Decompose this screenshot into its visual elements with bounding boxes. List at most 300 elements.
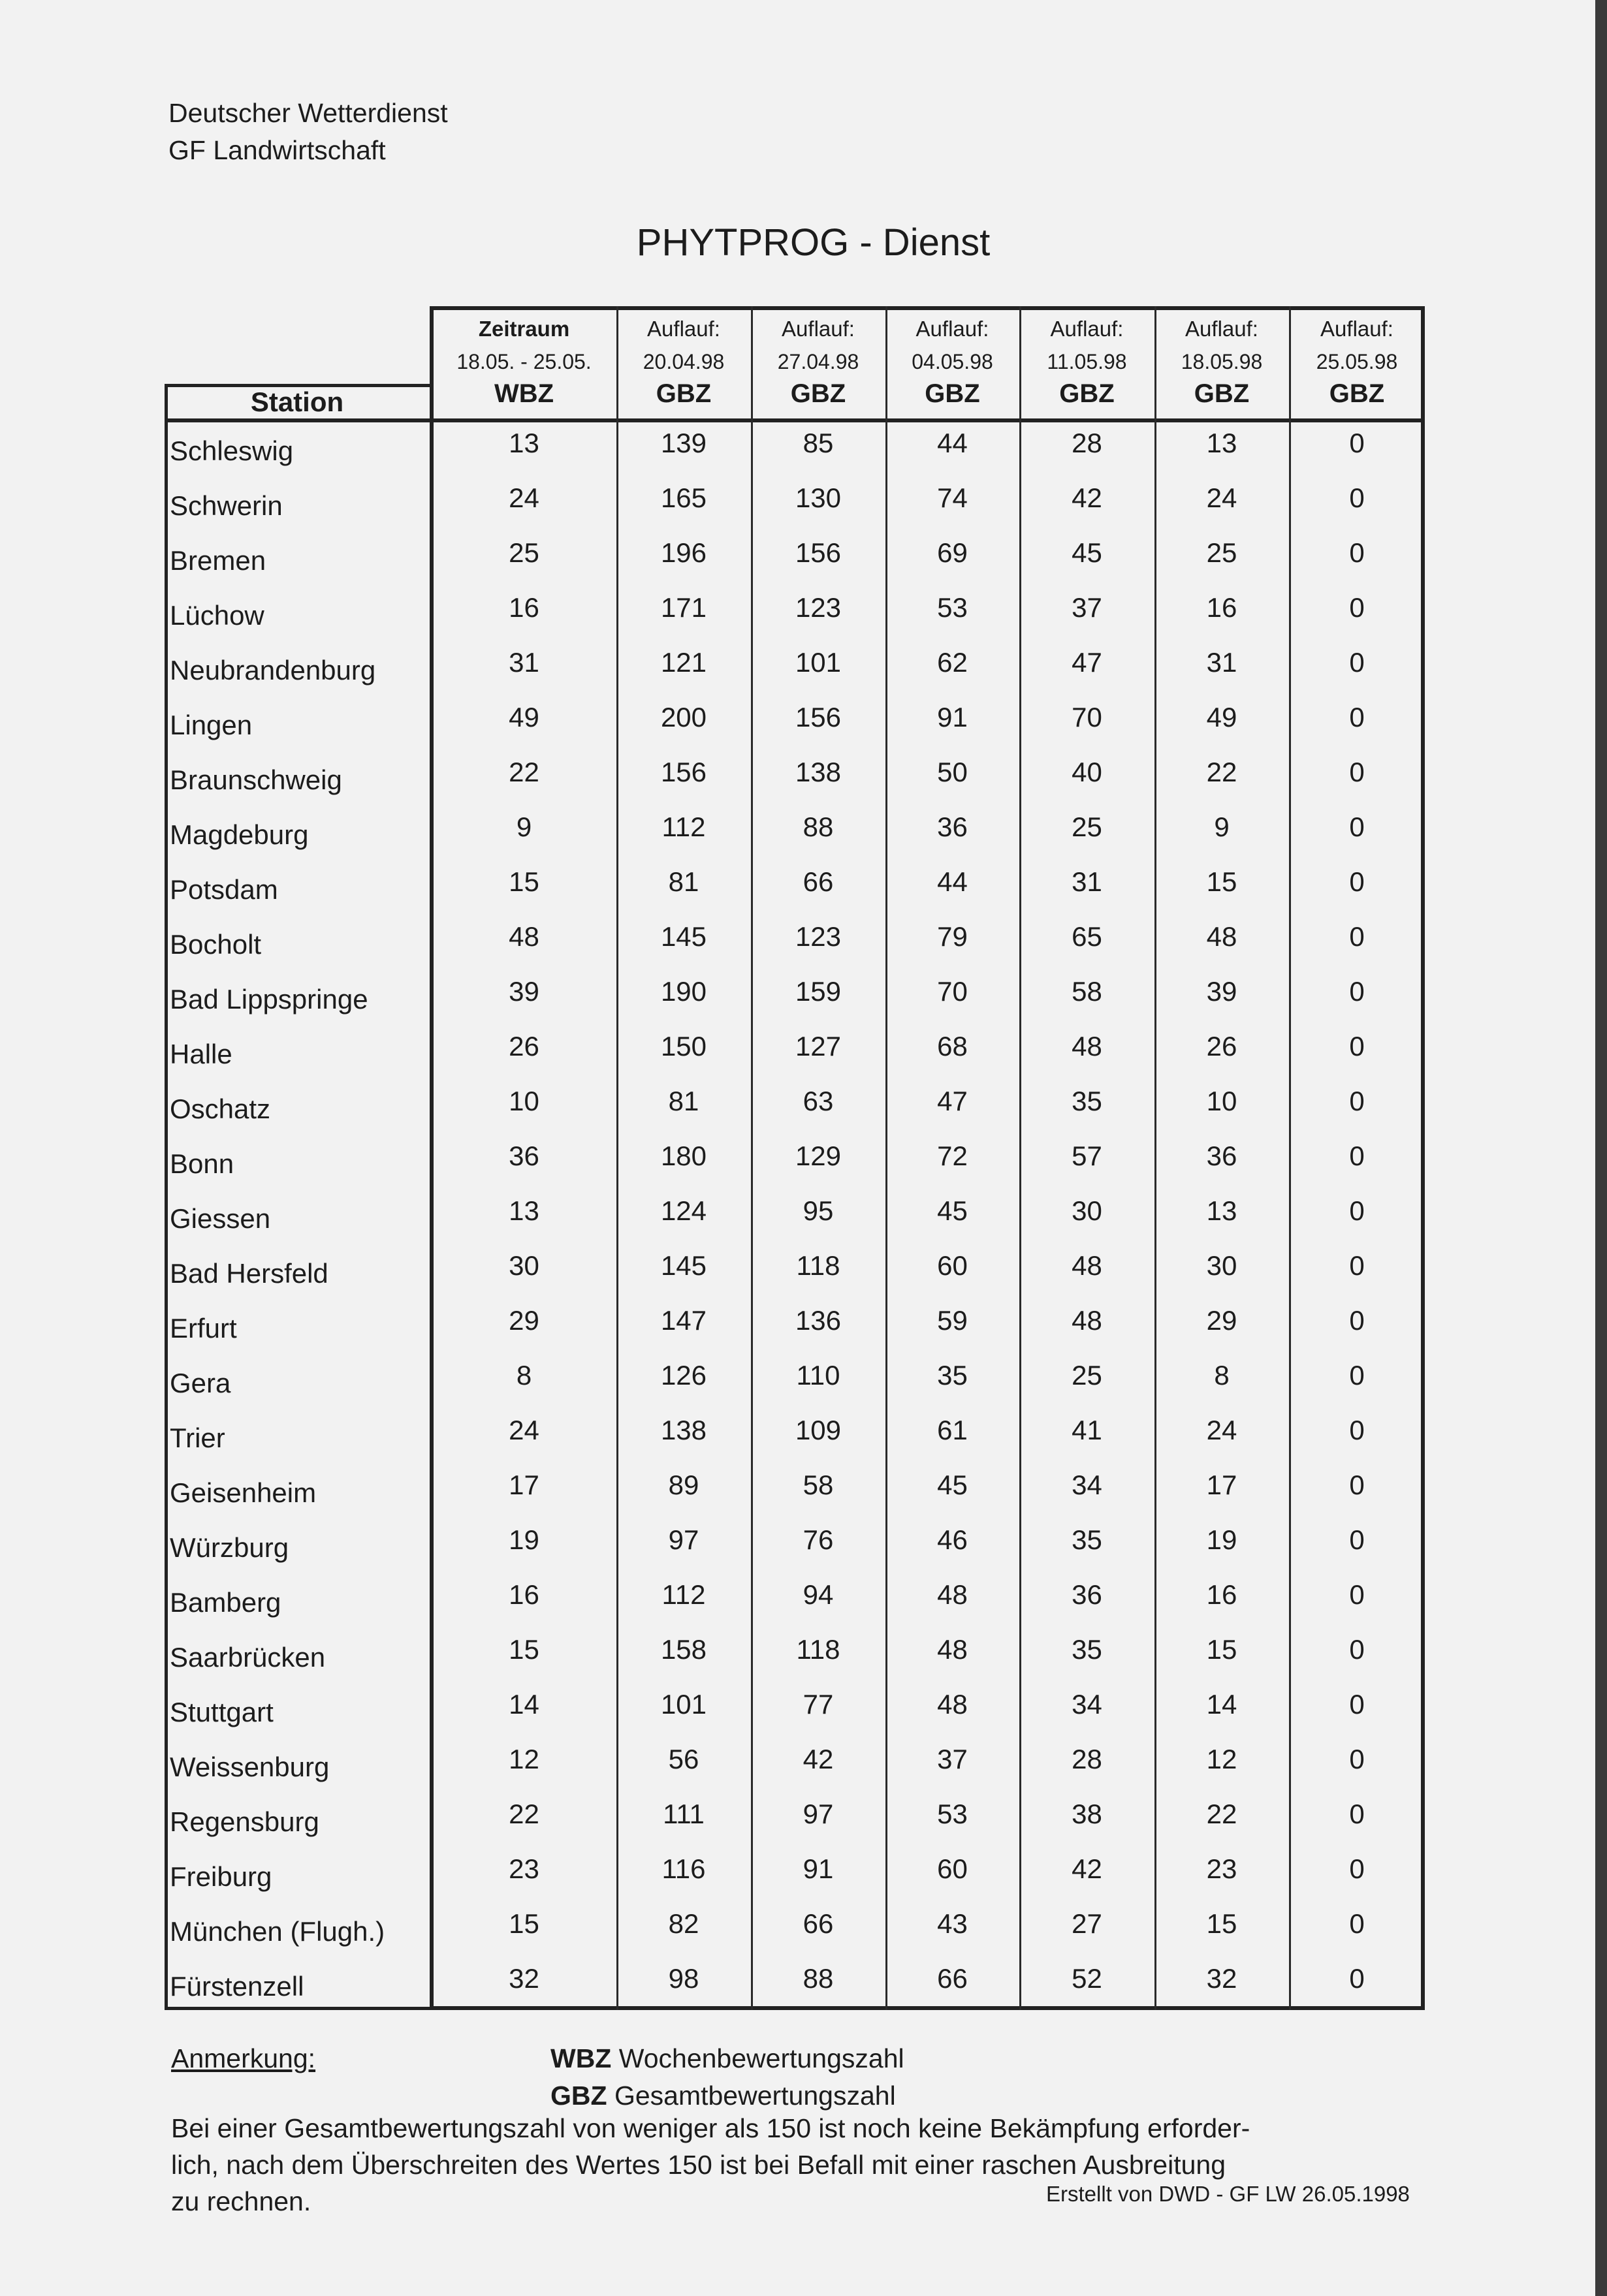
table-cell: 15 [1206,1634,1237,1665]
table-cell: 0 [1349,1963,1365,1994]
column-header-line: 04.05.98 [912,350,993,373]
station-name: Regensburg [170,1806,319,1837]
table-cell: 145 [660,921,707,952]
table-row [165,1740,1425,1795]
column-header-line: GBZ [1194,379,1250,408]
station-name: Erfurt [170,1313,237,1344]
table-cell: 24 [509,1415,539,1445]
table-cell: 13 [509,1195,539,1226]
table-cell: 24 [509,482,539,513]
station-name: Gera [170,1368,231,1398]
table-cell: 52 [1072,1963,1102,1994]
table-cell: 0 [1349,1689,1365,1720]
table-cell: 58 [1072,976,1102,1007]
table-cell: 0 [1349,1744,1365,1774]
column-header [616,308,751,419]
table-cell: 190 [660,976,707,1007]
table-cell: 9 [1214,811,1230,842]
table-cell: 27 [1072,1908,1102,1939]
table-cell: 14 [509,1689,539,1720]
station-name: Magdeburg [170,819,309,850]
table-row [165,699,1425,753]
station-name: Stuttgart [170,1697,274,1727]
table-cell: 48 [509,921,539,952]
table-cell: 69 [937,537,968,568]
table-cell: 101 [660,1689,707,1720]
table-row [165,863,1425,918]
column-header-line: 18.05. - 25.05. [456,350,592,373]
column-header [1154,308,1289,419]
station-column-header: Station [250,386,344,417]
table-cell: 0 [1349,647,1365,678]
table-cell: 123 [795,592,842,623]
table-cell: 165 [660,482,707,513]
table-row [165,1521,1425,1576]
table-cell: 41 [1072,1415,1102,1445]
table-cell: 97 [668,1524,699,1555]
table-cell: 123 [795,921,842,952]
table-cell: 139 [660,428,707,458]
station-name: Saarbrücken [170,1642,326,1673]
table-cell: 28 [1072,1744,1102,1774]
table-cell: 196 [660,537,707,568]
table-cell: 45 [1072,537,1102,568]
column-header-line: Zeitraum [478,317,570,341]
table-cell: 23 [1206,1853,1237,1884]
table-row [165,1576,1425,1631]
table-cell: 48 [1072,1305,1102,1336]
table-cell: 32 [509,1963,539,1994]
table-cell: 72 [937,1140,968,1171]
table-cell: 82 [668,1908,699,1939]
table-cell: 49 [509,702,539,732]
table-cell: 0 [1349,976,1365,1007]
table-row [165,1192,1425,1247]
station-name: Weissenburg [170,1752,330,1782]
table-cell: 13 [1206,428,1237,458]
table-cell: 22 [509,757,539,787]
table-cell: 0 [1349,1415,1365,1445]
column-header-line: Auflauf: [1320,317,1393,341]
table-cell: 31 [509,647,539,678]
table-cell: 138 [660,1415,707,1445]
table-cell: 112 [661,811,706,842]
table-row [165,479,1425,534]
table-cell: 130 [795,482,842,513]
table-cell: 8 [1214,1360,1230,1391]
station-name: Schwerin [170,490,283,521]
table-cell: 156 [660,757,707,787]
org-name: Deutscher Wetterdienst [168,98,448,128]
table-cell: 147 [660,1305,707,1336]
table-cell: 8 [516,1360,532,1391]
table-cell: 24 [1206,1415,1237,1445]
table-cell: 42 [1072,482,1102,513]
table-cell: 59 [937,1305,968,1336]
column-header-line: GBZ [925,379,980,408]
column-header-line: GBZ [790,379,846,408]
table-cell: 30 [1206,1250,1237,1281]
table-cell: 16 [509,1579,539,1610]
table-cell: 48 [1072,1250,1102,1281]
legend-text: Wochenbewertungszahl [618,2043,904,2073]
page-edge [1595,0,1607,2296]
table-row [165,808,1425,863]
table-cell: 34 [1072,1470,1102,1500]
table-cell: 94 [803,1579,834,1610]
table-cell: 81 [668,866,699,897]
notes-line: Bei einer Gesamtbewertungszahl von weniger als 150 ist noch keine Bekämpfung erforder- [171,2113,1250,2143]
table-row [165,1795,1425,1850]
station-name: Oschatz [170,1093,271,1124]
table-cell: 22 [509,1799,539,1829]
table-cell: 16 [1206,592,1237,623]
table-cell: 15 [509,866,539,897]
station-name: Bremen [170,545,266,576]
table-cell: 43 [937,1908,968,1939]
table-row [165,1960,1425,2015]
table-cell: 66 [803,1908,834,1939]
table-cell: 29 [1206,1305,1237,1336]
table-cell: 48 [1206,921,1237,952]
table-cell: 159 [795,976,842,1007]
table-cell: 156 [795,537,842,568]
table-cell: 15 [509,1908,539,1939]
table-cell: 81 [668,1086,699,1116]
table-cell: 22 [1206,1799,1237,1829]
table-cell: 34 [1072,1689,1102,1720]
table-cell: 0 [1349,1853,1365,1884]
table-cell: 24 [1206,482,1237,513]
table-cell: 126 [660,1360,707,1391]
legend-item [550,2043,904,2074]
station-name: Giessen [170,1203,271,1234]
table-cell: 124 [660,1195,707,1226]
table-cell: 53 [937,1799,968,1829]
table-cell: 85 [803,428,834,458]
table-cell: 47 [937,1086,968,1116]
station-name: Geisenheim [170,1477,317,1508]
column-header-line: GBZ [1329,379,1385,408]
table-cell: 53 [937,592,968,623]
legend-item [550,2081,896,2111]
table-cell: 127 [795,1031,842,1062]
station-name: Braunschweig [170,764,342,795]
table-cell: 37 [937,1744,968,1774]
table-cell: 88 [803,811,834,842]
table-cell: 156 [795,702,842,732]
table-cell: 0 [1349,1908,1365,1939]
table-cell: 29 [509,1305,539,1336]
station-name: Schleswig [170,435,294,466]
table-cell: 101 [795,647,842,678]
table-cell: 17 [1206,1470,1237,1500]
table-cell: 35 [1072,1086,1102,1116]
table-cell: 121 [660,647,707,678]
table-cell: 13 [509,428,539,458]
table-cell: 37 [1072,592,1102,623]
table-cell: 48 [937,1689,968,1720]
table-cell: 58 [803,1470,834,1500]
table-cell: 0 [1349,482,1365,513]
column-header-line: Auflauf: [915,317,989,341]
table-cell: 91 [937,702,968,732]
table-cell: 0 [1349,1031,1365,1062]
table-cell: 56 [668,1744,699,1774]
column-header-line: GBZ [1059,379,1115,408]
table-cell: 112 [661,1579,706,1610]
table-cell: 89 [668,1470,699,1500]
notes-line: lich, nach dem Überschreiten des Wertes 150 ist bei Befall mit einer raschen Ausbreitung [171,2150,1226,2180]
station-name: Bonn [170,1148,234,1179]
table-cell: 0 [1349,921,1365,952]
table-cell: 26 [509,1031,539,1062]
table-cell: 180 [660,1140,707,1171]
table-cell: 19 [509,1524,539,1555]
organization-header [168,95,448,169]
station-name: Potsdam [170,874,278,905]
table-cell: 15 [1206,866,1237,897]
table-cell: 47 [1072,647,1102,678]
table-cell: 25 [1072,811,1102,842]
table-row [165,918,1425,973]
table-cell: 88 [803,1963,834,1994]
table-cell: 13 [1206,1195,1237,1226]
table-cell: 45 [937,1470,968,1500]
table-cell: 16 [1206,1579,1237,1610]
table-cell: 0 [1349,1195,1365,1226]
table-cell: 62 [937,647,968,678]
table-cell: 79 [937,921,968,952]
table-cell: 98 [668,1963,699,1994]
column-header-line: WBZ [494,379,554,408]
table-cell: 91 [803,1853,834,1884]
table-cell: 45 [937,1195,968,1226]
station-name: Trier [170,1423,225,1453]
column-header [1019,308,1154,419]
table-cell: 171 [660,592,707,623]
table-cell: 25 [509,537,539,568]
table-cell: 17 [509,1470,539,1500]
table-cell: 110 [796,1360,840,1391]
table-cell: 200 [660,702,707,732]
table-cell: 36 [509,1140,539,1171]
table-cell: 60 [937,1853,968,1884]
table-cell: 26 [1206,1031,1237,1062]
table-row [165,1137,1425,1192]
column-header-line: Auflauf: [1050,317,1124,341]
column-header [1289,308,1425,419]
table-cell: 66 [937,1963,968,1994]
station-name: Freiburg [170,1861,272,1892]
table-cell: 65 [1072,921,1102,952]
column-header-line: 27.04.98 [777,350,859,373]
table-row [165,1686,1425,1740]
table-cell: 31 [1072,866,1102,897]
table-cell: 66 [803,866,834,897]
table-cell: 0 [1349,1470,1365,1500]
table-row [165,1905,1425,1960]
table-row [165,534,1425,589]
column-header [751,308,885,419]
table-cell: 116 [661,1853,706,1884]
table-row [165,589,1425,644]
table-cell: 76 [803,1524,834,1555]
table-cell: 31 [1206,647,1237,678]
column-header-line: 25.05.98 [1316,350,1398,373]
station-name: Bad Hersfeld [170,1258,328,1289]
column-header-line: Auflauf: [647,317,720,341]
column-header-line: 11.05.98 [1047,350,1127,373]
table-cell: 74 [937,482,968,513]
station-name: Fürstenzell [170,1971,304,2002]
table-cell: 158 [660,1634,707,1665]
table-cell: 19 [1206,1524,1237,1555]
table-cell: 38 [1072,1799,1102,1829]
table-cell: 0 [1349,1799,1365,1829]
table-cell: 15 [509,1634,539,1665]
table-cell: 25 [1072,1360,1102,1391]
table-cell: 118 [796,1634,840,1665]
station-name: München (Flugh.) [170,1916,385,1947]
column-header-line: Auflauf: [782,317,855,341]
table-row [165,424,1425,479]
table-cell: 0 [1349,1634,1365,1665]
table-cell: 118 [796,1250,840,1281]
table-cell: 30 [1072,1195,1102,1226]
table-cell: 0 [1349,1250,1365,1281]
table-cell: 0 [1349,1579,1365,1610]
table-cell: 14 [1206,1689,1237,1720]
table-cell: 68 [937,1031,968,1062]
table-cell: 145 [660,1250,707,1281]
table-cell: 70 [1072,702,1102,732]
table-cell: 42 [1072,1853,1102,1884]
column-header-line: GBZ [656,379,712,408]
table-cell: 9 [516,811,532,842]
station-name: Neubrandenburg [170,655,376,685]
table-cell: 39 [1206,976,1237,1007]
table-cell: 0 [1349,537,1365,568]
table-cell: 36 [1072,1579,1102,1610]
station-name: Lingen [170,710,253,740]
table-cell: 111 [663,1799,705,1829]
table-cell: 12 [1206,1744,1237,1774]
table-cell: 48 [937,1579,968,1610]
table-row [165,1466,1425,1521]
table-cell: 0 [1349,428,1365,458]
table-cell: 77 [803,1689,834,1720]
table-cell: 0 [1349,1086,1365,1116]
table-row [165,644,1425,699]
table-cell: 35 [1072,1524,1102,1555]
table-cell: 15 [1206,1908,1237,1939]
table-cell: 0 [1349,1140,1365,1171]
column-header-line: Auflauf: [1185,317,1258,341]
table-cell: 0 [1349,1524,1365,1555]
document-title: PHYTPROG - Dienst [636,221,991,264]
table-cell: 0 [1349,811,1365,842]
table-row [165,1302,1425,1357]
column-header-line: 18.05.98 [1181,350,1263,373]
column-header-line: 20.04.98 [643,350,725,373]
table-row [165,1247,1425,1302]
table-cell: 0 [1349,702,1365,732]
org-department: GF Landwirtschaft [168,135,386,165]
station-name: Lüchow [170,600,264,631]
table-cell: 36 [937,811,968,842]
table-cell: 138 [795,757,842,787]
table-row [165,753,1425,808]
notes-line: zu rechnen. [171,2186,311,2216]
table-cell: 22 [1206,757,1237,787]
table-cell: 150 [660,1031,707,1062]
table-row [165,1082,1425,1137]
table-row [165,1028,1425,1082]
table-cell: 12 [509,1744,539,1774]
table-cell: 0 [1349,866,1365,897]
table-row [165,1357,1425,1411]
table-row [165,1411,1425,1466]
table-cell: 49 [1206,702,1237,732]
legend-abbr: WBZ [550,2043,612,2073]
table-row [165,1631,1425,1686]
table-cell: 36 [1206,1140,1237,1171]
table-cell: 60 [937,1250,968,1281]
table-cell: 61 [937,1415,968,1445]
notes-heading: Anmerkung: [171,2043,316,2073]
table-cell: 50 [937,757,968,787]
table-cell: 48 [937,1634,968,1665]
table-cell: 42 [803,1744,834,1774]
table-row [165,1850,1425,1905]
legend-text: Gesamtbewertungszahl [614,2081,896,2111]
table-cell: 40 [1072,757,1102,787]
table-cell: 109 [795,1415,842,1445]
table-cell: 63 [803,1086,834,1116]
table-row [165,973,1425,1028]
station-name: Bamberg [170,1587,281,1618]
table-cell: 44 [937,428,968,458]
table-cell: 10 [509,1086,539,1116]
table-cell: 32 [1206,1963,1237,1994]
table-cell: 95 [803,1195,834,1226]
table-cell: 57 [1072,1140,1102,1171]
station-name: Bocholt [170,929,262,960]
table-cell: 136 [795,1305,842,1336]
table-cell: 30 [509,1250,539,1281]
table-cell: 25 [1206,537,1237,568]
table-cell: 97 [803,1799,834,1829]
table-cell: 35 [1072,1634,1102,1665]
table-cell: 39 [509,976,539,1007]
column-header [885,308,1019,419]
table-cell: 35 [937,1360,968,1391]
table-cell: 129 [795,1140,842,1171]
table-cell: 0 [1349,592,1365,623]
table-cell: 16 [509,592,539,623]
station-name: Bad Lippspringe [170,984,368,1014]
table-cell: 70 [937,976,968,1007]
station-name: Würzburg [170,1532,289,1563]
table-cell: 0 [1349,757,1365,787]
table-cell: 23 [509,1853,539,1884]
column-header [432,308,616,419]
table-cell: 46 [937,1524,968,1555]
created-by-footer: Erstellt von DWD - GF LW 26.05.1998 [1046,2182,1410,2206]
table-cell: 0 [1349,1360,1365,1391]
table-cell: 0 [1349,1305,1365,1336]
